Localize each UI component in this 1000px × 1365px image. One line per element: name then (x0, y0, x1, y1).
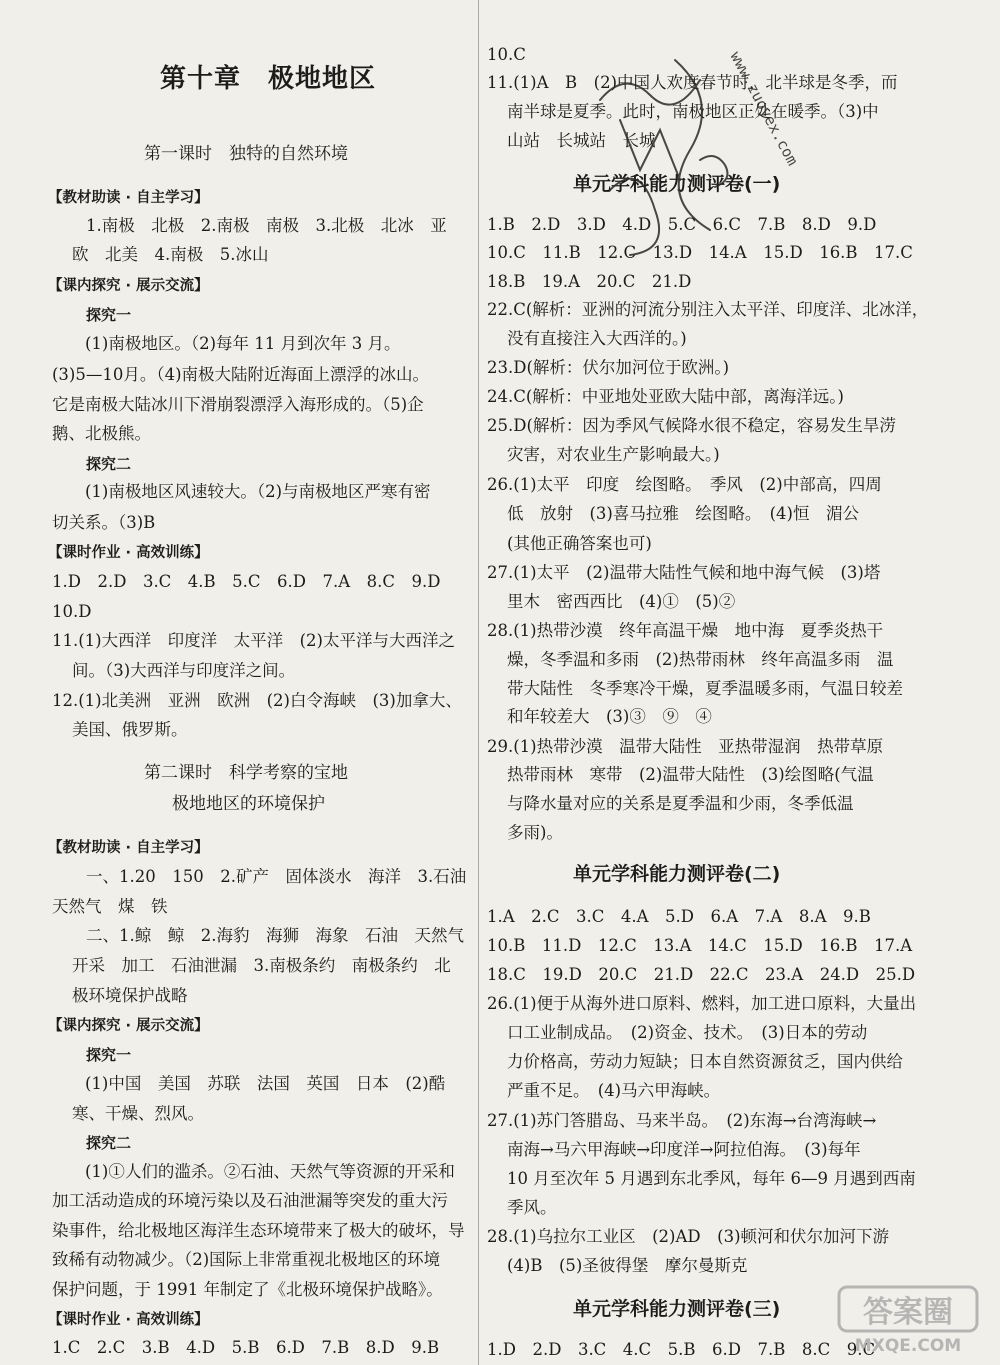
answer-line: 26.(1)太平 印度 绘图略。 季风 (2)中部高，四周 (487, 475, 882, 494)
answer-line: 10 月至次年 5 月遇到东北季风，每年 6—9 月遇到西南 (507, 1169, 916, 1188)
answer-line: 10.B 11.D 12.C 13.A 14.C 15.D 16.B 17.A (487, 936, 913, 955)
explore-label: 探究二 (86, 1134, 132, 1152)
answer-line: 致稀有动物减少。（2)国际上非常重视北极地区的环境 (52, 1250, 441, 1269)
answer-line: 季风。 (507, 1198, 557, 1217)
unit-test-title: 单元学科能力测评卷(一) (573, 173, 781, 195)
answer-line: 它是南极大陆冰川下滑崩裂漂浮入海形成的。（5)企 (52, 395, 424, 414)
answer-line: (4)B (5)圣彼得堡 摩尔曼斯克 (507, 1256, 748, 1275)
answer-line: 27.(1)太平 (2)温带大陆性气候和地中海气候 (3)塔 (487, 563, 881, 582)
answer-line: (其他正确答案也可) (507, 534, 652, 553)
answer-line: 10.C (487, 45, 526, 64)
answer-line: 24.C(解析：中亚地处亚欧大陆中部，离海洋远。) (487, 387, 844, 406)
answer-line: 带大陆性 冬季寒冷干燥，夏季温暖多雨，气温日较差 (507, 679, 903, 698)
answer-line: 加工活动造成的环境污染以及石油泄漏等突发的重大污 (52, 1191, 448, 1210)
section-header: 【教材助读 · 自主学习】 (48, 190, 209, 206)
answer-line: 1.D 2.D 3.C 4.B 5.C 6.D 7.A 8.C 9.D (52, 572, 441, 591)
answer-line: 热带雨林 寒带 (2)温带大陆性 (3)绘图略(气温 (507, 765, 874, 784)
answer-line: 22.C(解析：亚洲的河流分别注入太平洋、印度洋、北冰洋， (487, 300, 929, 319)
answer-line: 南海→马六甲海峡→印度洋→阿拉伯海。 (3)每年 (507, 1140, 861, 1159)
answer-line: 严重不足。 (4)马六甲海峡。 (507, 1081, 721, 1100)
answer-line: 二、1.鲸 鲸 2.海豹 海狮 海象 石油 天然气 (86, 926, 464, 945)
answer-line: 11.(1)A B (2)中国人欢度春节时，北半球是冬季，而 (487, 73, 898, 92)
unit-test-title: 单元学科能力测评卷(三) (573, 1298, 781, 1320)
answer-line: 美国、俄罗斯。 (72, 720, 188, 739)
answer-line: 寒、干燥、烈风。 (72, 1104, 204, 1123)
logo-text: 答案圈 (863, 1295, 953, 1330)
answer-line: 开采 加工 石油泄漏 3.南极条约 南极条约 北 (72, 956, 451, 975)
explore-label: 探究一 (86, 306, 132, 324)
column-divider (478, 0, 479, 1365)
answer-line: 29.(1)热带沙漠 温带大陆性 亚热带湿润 热带草原 (487, 737, 884, 756)
answer-line: 18.C 19.D 20.C 21.D 22.C 23.A 24.D 25.D (487, 965, 916, 984)
answer-line: 山站 长城站 长城 (507, 131, 656, 150)
answer-line: 染事件，给北极地区海洋生态环境带来了极大的破坏，导 (52, 1221, 465, 1240)
answer-line: 26.(1)便于从海外进口原料、燃料，加工进口原料，大量出 (487, 994, 917, 1013)
unit-test-title: 单元学科能力测评卷(二) (573, 863, 781, 885)
answer-line: 28.(1)乌拉尔工业区 (2)AD (3)顿河和伏尔加河下游 (487, 1227, 890, 1246)
explore-label: 探究一 (86, 1046, 132, 1064)
answer-line: 和年较差大 (3)③ ⑨ ④ (507, 707, 712, 726)
answer-line: 鹅、北极熊。 (52, 424, 151, 443)
logo-url: MXQE.COM (854, 1336, 962, 1356)
chapter-title: 第十章 极地地区 (160, 64, 377, 94)
answer-line: (1)中国 美国 苏联 法国 英国 日本 (2)酷 (85, 1074, 446, 1093)
answer-line: 力价格高，劳动力短缺；日本自然资源贫乏，国内供给 (507, 1052, 903, 1071)
answer-line: 10.D (52, 602, 92, 621)
answer-line: 切关系。（3)B (52, 513, 156, 532)
answer-line: 18.B 19.A 20.C 21.D (487, 272, 692, 291)
answer-line: 欧 北美 4.南极 5.冰山 (72, 245, 269, 264)
section-header: 【课内探究 · 展示交流】 (48, 1018, 209, 1034)
lesson-title: 第二课时 科学考察的宝地 (144, 763, 348, 783)
section-header: 【教材助读 · 自主学习】 (48, 840, 209, 856)
answer-line: 1.D 2.D 3.C 4.C 5.B 6.D 7.B 8.C 9.C (487, 1340, 876, 1359)
answer-line: 保护问题，于 1991 年制定了《北极环境保护战略》。 (52, 1280, 443, 1299)
explore-label: 探究二 (86, 455, 132, 473)
answer-line: 间。（3)大西洋与印度洋之间。 (72, 661, 296, 680)
answer-line: 极环境保护战略 (72, 986, 188, 1005)
answer-line: 与降水量对应的关系是夏季温和少雨，冬季低温 (507, 794, 854, 813)
answer-line: 27.(1)苏门答腊岛、马来半岛。 (2)东海→台湾海峡→ (487, 1111, 877, 1130)
answer-line: (3)5—10月。（4)南极大陆附近海面上漂浮的冰山。 (52, 365, 430, 384)
lesson-title: 第一课时 独特的自然环境 (144, 144, 348, 164)
answer-line: 1.C 2.C 3.B 4.D 5.B 6.D 7.B 8.D 9.B (52, 1338, 440, 1357)
answer-line: 11.(1)大西洋 印度洋 太平洋 (2)太平洋与大西洋之 (52, 631, 455, 650)
answer-line: (1)①人们的滥杀。②石油、天然气等资源的开采和 (85, 1162, 455, 1181)
answer-line: 没有直接注入大西洋的。) (507, 329, 687, 348)
answer-line: 10.C 11.B 12.C 13.D 14.A 15.D 16.B 17.C (487, 243, 913, 262)
answer-line: 多雨)。 (507, 823, 563, 842)
answer-line: 12.(1)北美洲 亚洲 欧洲 (2)白令海峡 (3)加拿大、 (52, 691, 462, 710)
answer-line: 灾害，对农业生产影响最大。) (507, 445, 720, 464)
answer-line: (1)南极地区风速较大。（2)与南极地区严寒有密 (85, 482, 431, 501)
section-header: 【课内探究 · 展示交流】 (48, 278, 209, 294)
answer-line: 1.B 2.D 3.D 4.D 5.C 6.C 7.B 8.D 9.D (487, 215, 877, 234)
answer-line: (1)南极地区。（2)每年 11 月到次年 3 月。 (85, 334, 401, 353)
answer-line: 燥，冬季温和多雨 (2)热带雨林 终年高温多雨 温 (507, 650, 894, 669)
answer-line: 23.D(解析：伏尔加河位于欧洲。) (487, 358, 730, 377)
answer-line: 28.(1)热带沙漠 终年高温干燥 地中海 夏季炎热干 (487, 621, 884, 640)
section-header: 【课时作业 · 高效训练】 (48, 545, 209, 561)
answer-line: 1.南极 北极 2.南极 南极 3.北极 北冰 亚 (86, 216, 447, 235)
answer-line: 南半球是夏季。此时，南极地区正处在暖季。（3)中 (507, 102, 879, 121)
watermark-url: www.zuoyex.com (726, 48, 802, 169)
answer-line: 25.D(解析：因为季风气候降水很不稳定，容易发生旱涝 (487, 416, 896, 435)
answer-line: 天然气 煤 铁 (52, 897, 168, 916)
section-header: 【课时作业 · 高效训练】 (48, 1312, 209, 1328)
answer-line: 口工业制成品。 (2)资金、技术。 (3)日本的劳动 (507, 1023, 868, 1042)
answer-line: 低 放射 (3)喜马拉雅 绘图略。 (4)恒 湄公 (507, 504, 859, 523)
answer-line: 里木 密西西比 (4)① (5)② (507, 592, 736, 611)
answer-line: 一、1.20 150 2.矿产 固体淡水 海洋 3.石油 (86, 867, 467, 886)
lesson-subtitle: 极地地区的环境保护 (172, 794, 325, 814)
answer-line: 1.A 2.C 3.C 4.A 5.D 6.A 7.A 8.A 9.B (487, 907, 871, 926)
